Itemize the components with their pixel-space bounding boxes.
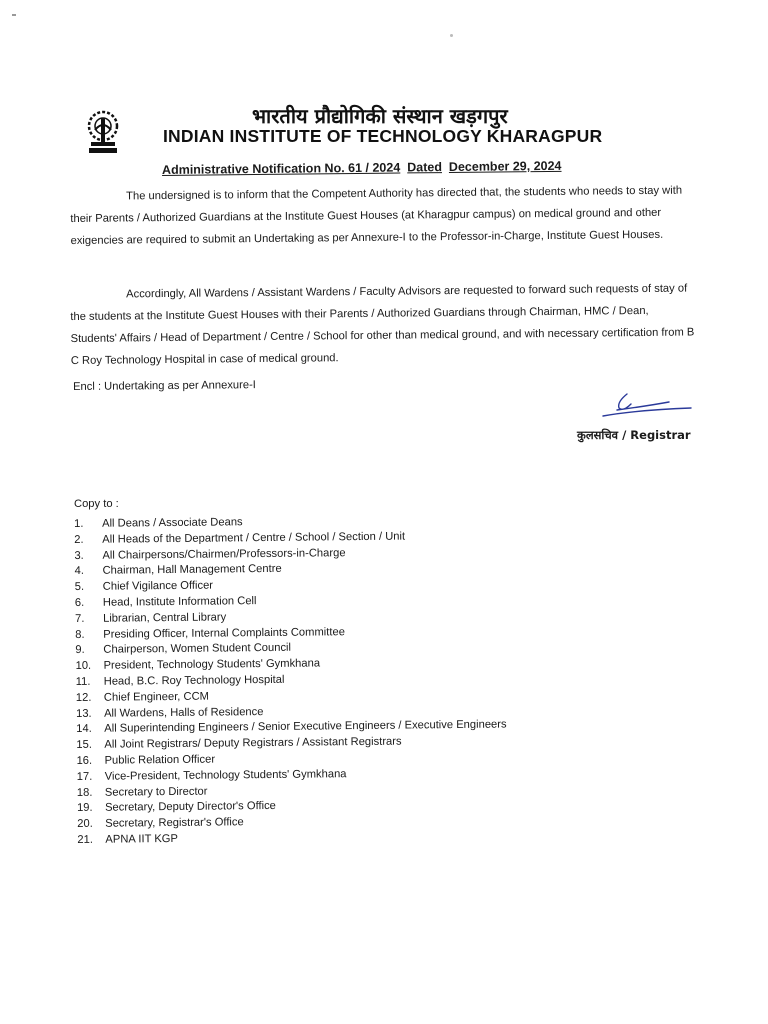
copy-to-item-text: All Wardens, Halls of Residence (103, 705, 264, 720)
copy-to-item-number: 4. (74, 565, 84, 578)
registrar-title: कुलसचिव / Registrar (577, 428, 691, 442)
copy-to-item-text: All Deans / Associate Deans (102, 516, 243, 530)
notification-number: Administrative Notification No. 61 / 2024 (161, 160, 401, 177)
copy-to-item-text: Librarian, Central Library (103, 611, 227, 625)
copy-to-item-number: 19. (76, 802, 93, 815)
copy-to-item-text: All Heads of the Department / Centre / School / Section / Unit (102, 530, 406, 546)
copy-to-item-text: All Superintending Engineers / Senior Executive Engineers / Executive Engineers (104, 718, 507, 736)
copy-to-item-text: Chief Vigilance Officer (102, 579, 214, 593)
institute-name-hindi: भारतीय प्रौद्योगिकी संस्थान खड़गपुर (252, 104, 508, 128)
copy-to-list (74, 511, 637, 849)
copy-to-item-number: 9. (75, 644, 85, 657)
copy-to-item-text: Head, B.C. Roy Technology Hospital (103, 673, 285, 688)
body-paragraph-2: Accordingly, All Wardens / Assistant Wardens / Faculty Advisors are requested to forward such requests of stay of the students at the Institute Guest Houses with their Parents / Authorized Guardians through Chairman, HMC / Dean, Students' Affairs / Head of Department / Centre / School for other than medical ground, and with necessary certification from B C Roy Technology Hospital in case of medical ground. (70, 282, 695, 367)
copy-to-item-text: All Joint Registrars/ Deputy Registrars / Assistant Registrars (104, 735, 402, 751)
copy-to-item-number: 1. (74, 517, 84, 530)
copy-to-item-number: 7. (75, 612, 85, 625)
copy-to-item-number: 18. (76, 786, 93, 799)
iit-kharagpur-emblem-icon (83, 108, 123, 156)
dated-label: Dated (407, 160, 443, 175)
copy-to-item-number: 20. (77, 817, 93, 831)
copy-to-item-number: 3. (74, 549, 84, 562)
copy-to-item-number: 5. (74, 581, 85, 594)
institute-name: INDIAN INSTITUTE OF TECHNOLOGY KHARAGPUR (163, 126, 603, 146)
copy-to-heading: Copy to : (74, 498, 119, 510)
copy-to-item-number: 2. (74, 533, 84, 546)
scan-mark (450, 34, 453, 37)
copy-to-item-text: Presiding Officer, Internal Complaints Committee (103, 625, 345, 641)
copy-to-item-text: APNA IIT KGP (105, 832, 178, 846)
notification-heading (162, 159, 562, 177)
copy-to-item-number: 17. (76, 770, 93, 783)
copy-to-item-text: Chairperson, Women Student Council (103, 642, 292, 657)
copy-to-item-text: Chief Engineer, CCM (103, 690, 210, 704)
copy-to-item-text: Vice-President, Technology Students' Gymkhana (104, 767, 347, 783)
copy-to-item-text: All Chairpersons/Chairmen/Professors-in-Charge (102, 546, 346, 562)
copy-to-item-number: 16. (76, 754, 93, 767)
notification-date: December 29, 2024 (448, 158, 562, 174)
copy-to-item-number: 12. (75, 691, 92, 704)
copy-to-item-number: 21. (77, 833, 94, 846)
copy-to-item-number: 14. (76, 723, 92, 736)
copy-to-item-number: 10. (75, 660, 92, 673)
copy-to-item-text: President, Technology Students' Gymkhana (103, 657, 321, 672)
copy-to-item-number: 11. (75, 675, 91, 688)
copy-to-item-number: 13. (75, 707, 92, 720)
copy-to-item-number: 8. (75, 628, 85, 641)
copy-to-item-text: Head, Institute Information Cell (102, 595, 257, 609)
copy-to-item-text: Chairman, Hall Management Centre (102, 563, 282, 578)
body-paragraph-1: The undersigned is to inform that the Competent Authority has directed that, the students who needs to stay with their Parents / Authorized Guardians at the Institute Guest Houses (at Kharagpur campus) on medical ground and other exigencies are required to submit an Undertaking as per Annexure-I to the Professor-in-Charge, Institute Guest Houses. (70, 184, 683, 247)
copy-to-item-number: 15. (76, 738, 93, 752)
enclosure-note: Encl : Undertaking as per Annexure-I (73, 379, 256, 393)
copy-to-item-number: 6. (74, 596, 85, 609)
copy-to-item-text: Secretary, Registrar's Office (105, 816, 244, 830)
scan-mark (12, 14, 16, 16)
copy-to-item-text: Secretary to Director (104, 785, 208, 799)
copy-to-item-text: Secretary, Deputy Director's Office (104, 800, 276, 815)
registrar-signature (597, 388, 693, 420)
copy-to-item-text: Public Relation Officer (104, 753, 216, 767)
